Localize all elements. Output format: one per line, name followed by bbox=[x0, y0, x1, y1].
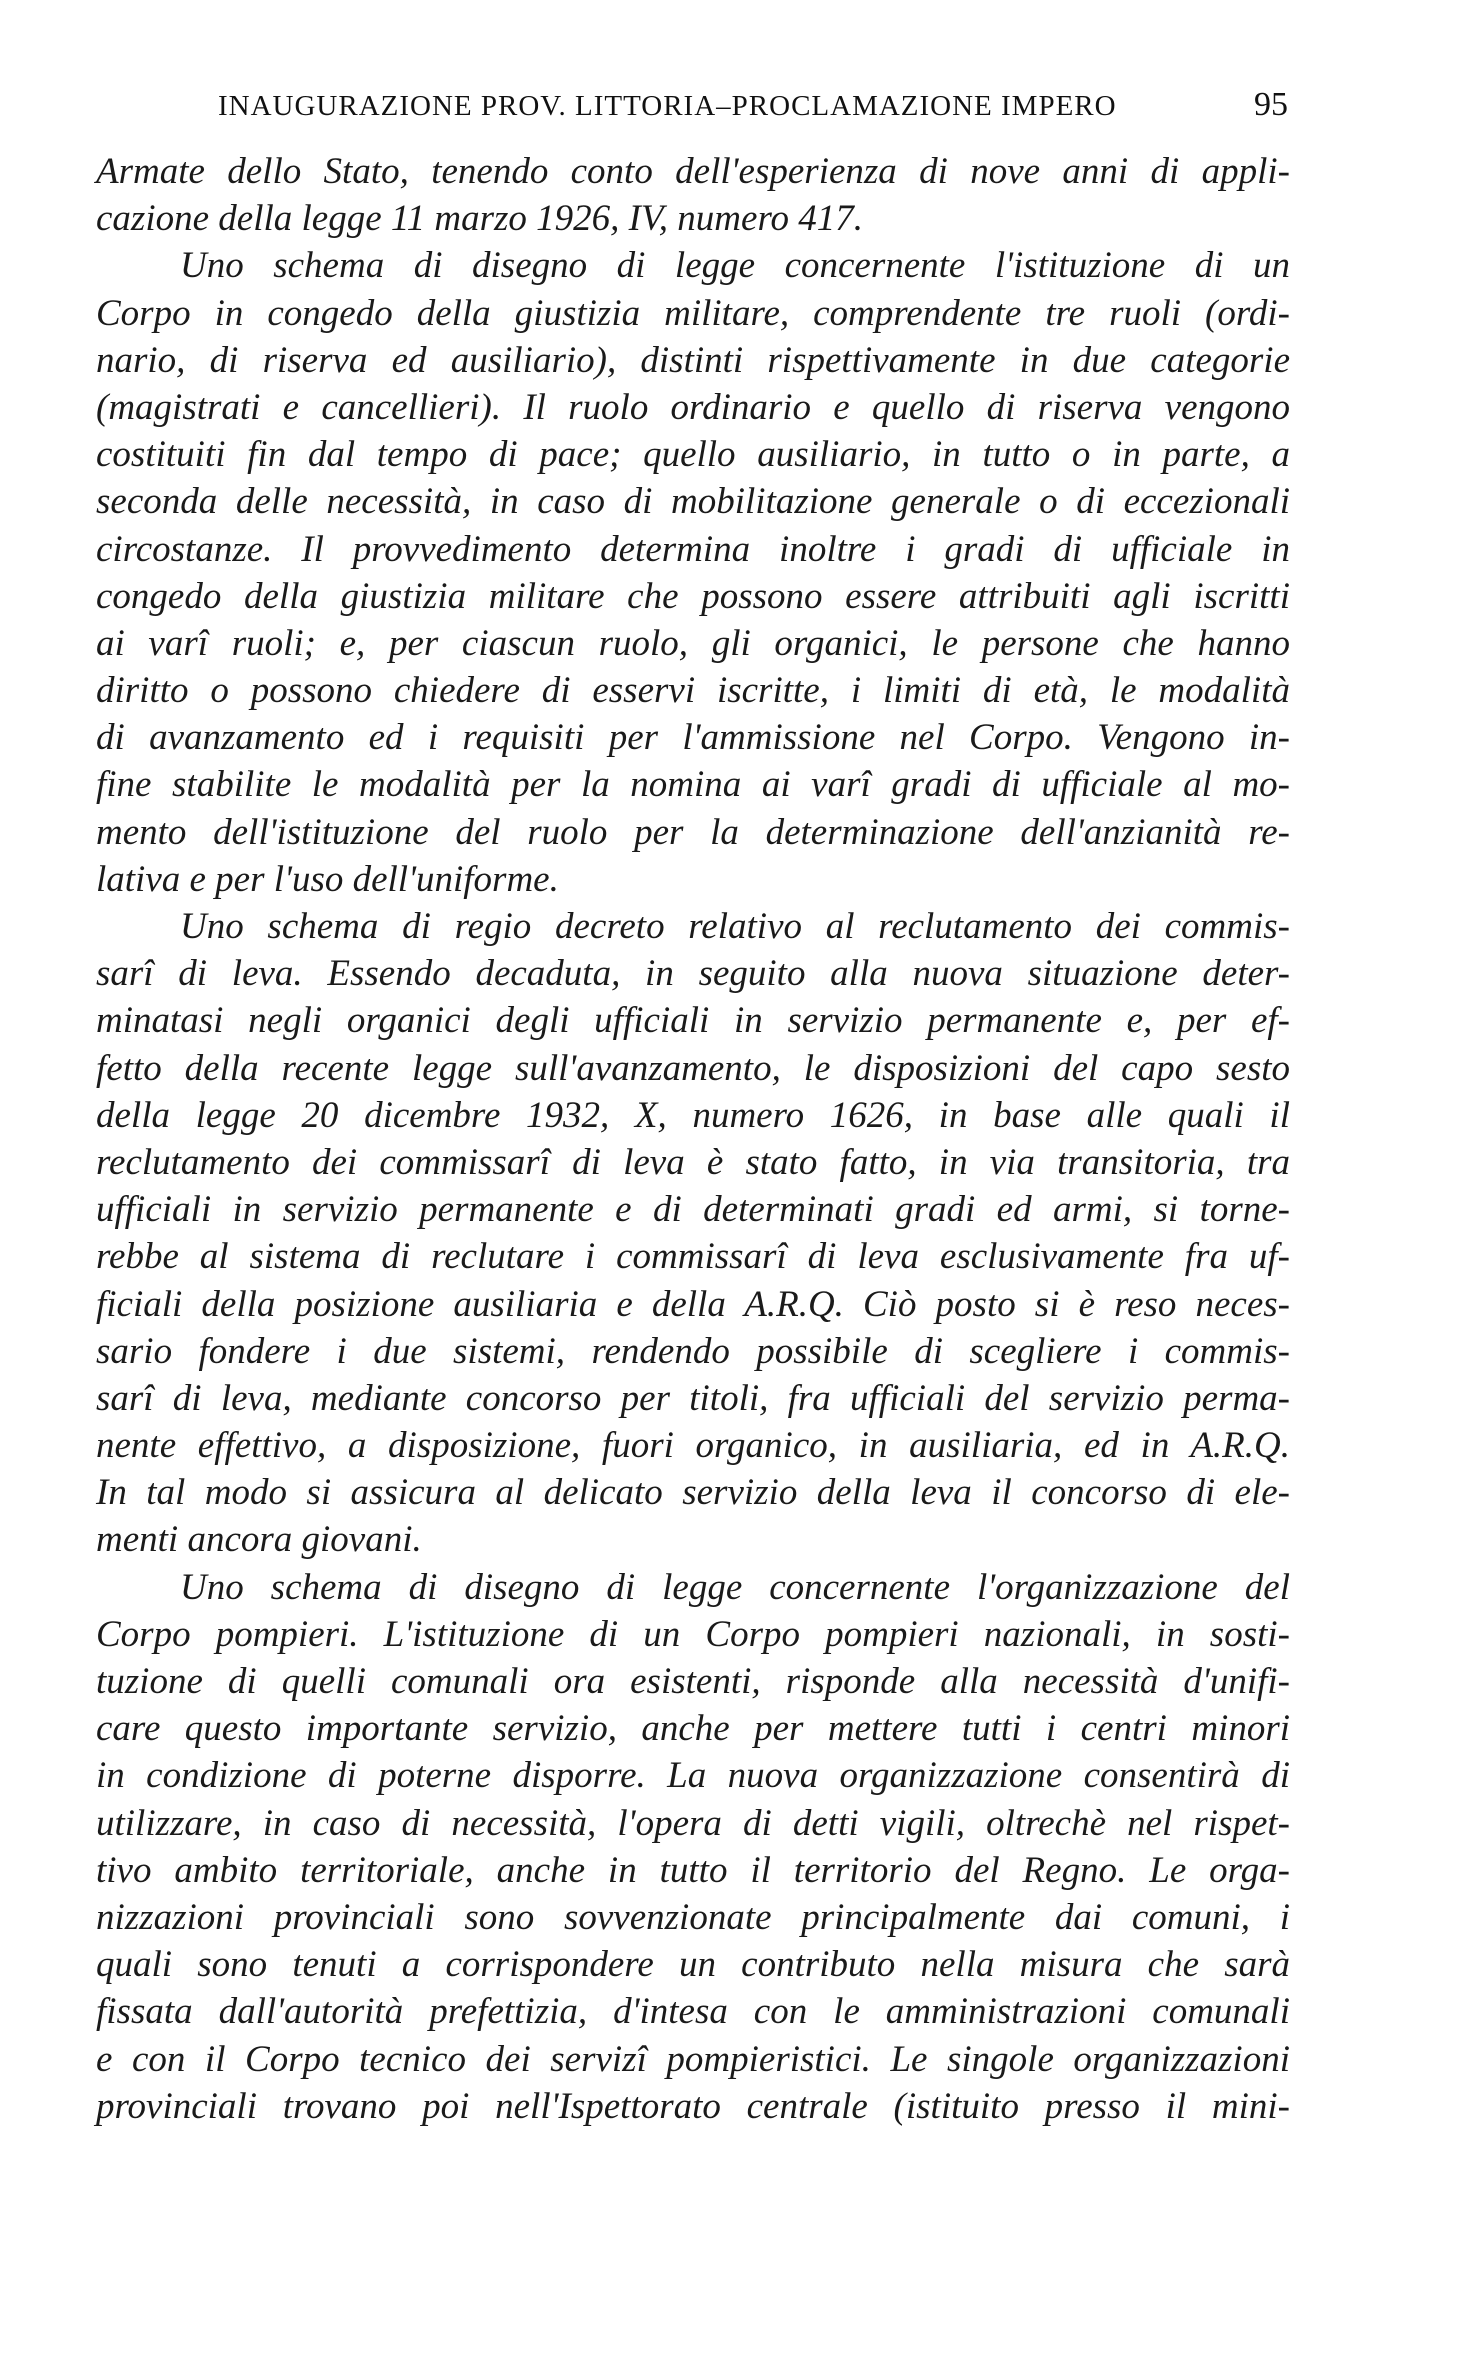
text-line: menti ancora giovani. bbox=[96, 1519, 422, 1561]
text-line: reclutamento dei commissarî di leva è stato fatto, in via transitoria, tra bbox=[96, 1141, 1290, 1183]
text-line: congedo della giustizia militare che possono essere attribuiti agli iscritti bbox=[96, 575, 1290, 617]
text-line: care questo importante servizio, anche per mettere tutti i centri minori bbox=[96, 1708, 1290, 1750]
text-line: In tal modo si assicura al delicato servizio della leva il concorso di ele- bbox=[96, 1472, 1290, 1514]
text-line: Corpo in congedo della giustizia militare, comprendente tre ruoli (ordi- bbox=[96, 292, 1290, 334]
text-line: in condizione di poterne disporre. La nuova organizzazione consentirà di bbox=[96, 1755, 1290, 1797]
running-title: INAUGURAZIONE PROV. LITTORIA–PROCLAMAZIONE IMPERO bbox=[218, 90, 1117, 122]
text-line: lativa e per l'uso dell'uniforme. bbox=[96, 858, 559, 900]
text-line: della legge 20 dicembre 1932, X, numero 1626, in base alle quali il bbox=[96, 1094, 1290, 1136]
text-line: di avanzamento ed i requisiti per l'ammissione nel Corpo. Vengono in- bbox=[96, 717, 1290, 759]
text-line: seconda delle necessità, in caso di mobilitazione generale o di eccezionali bbox=[96, 481, 1290, 523]
body-text bbox=[96, 148, 1290, 2130]
text-line: tuzione di quelli comunali ora esistenti, risponde alla necessità d'unifi- bbox=[96, 1661, 1290, 1702]
paragraph-start-line: Uno schema di disegno di legge concernente l'organizzazione del bbox=[180, 1566, 1290, 1608]
text-line: cazione della legge 11 marzo 1926, IV, numero 417. bbox=[96, 198, 863, 240]
text-line: Armate dello Stato, tenendo conto dell'esperienza di nove anni di appli- bbox=[96, 151, 1290, 192]
text-line: fissata dall'autorità prefettizia, d'intesa con le amministrazioni comunali bbox=[96, 1991, 1290, 2033]
text-line: ficiali della posizione ausiliaria e della A.R.Q. Ciò posto si è reso neces- bbox=[96, 1283, 1290, 1325]
text-line: nario, di riserva ed ausiliario), distinti rispettivamente in due categorie bbox=[96, 339, 1290, 381]
text-line: rebbe al sistema di reclutare i commissarî di leva esclusivamente fra uf- bbox=[96, 1236, 1290, 1278]
text-line: fetto della recente legge sull'avanzamento, le disposizioni del capo sesto bbox=[96, 1047, 1290, 1089]
text-line: nizzazioni provinciali sono sovvenzionate principalmente dai comuni, i bbox=[96, 1896, 1290, 1938]
text-line: sarî di leva, mediante concorso per titoli, fra ufficiali del servizio perma- bbox=[96, 1377, 1290, 1419]
text-line: tivo ambito territoriale, anche in tutto il territorio del Regno. Le orga- bbox=[96, 1849, 1290, 1891]
text-line: diritto o possono chiedere di esservi iscritte, i limiti di età, le modalità bbox=[96, 670, 1290, 712]
text-line: provinciali trovano poi nell'Ispettorato centrale (istituito presso il mini- bbox=[96, 2085, 1290, 2127]
paragraph-start-line: Uno schema di regio decreto relativo al reclutamento dei commis- bbox=[180, 906, 1290, 947]
text-line: ai varî ruoli; e, per ciascun ruolo, gli organici, le persone che hanno bbox=[96, 622, 1290, 664]
text-line: costituiti fin dal tempo di pace; quello ausiliario, in tutto o in parte, a bbox=[96, 434, 1290, 476]
text-line: sarî di leva. Essendo decaduta, in seguito alla nuova situazione deter- bbox=[96, 953, 1290, 995]
text-line: ufficiali in servizio permanente e di determinati gradi ed armi, si torne- bbox=[96, 1189, 1290, 1231]
text-line: mento dell'istituzione del ruolo per la determinazione dell'anzianità re- bbox=[96, 811, 1290, 853]
text-line: utilizzare, in caso di necessità, l'opera di detti vigili, oltrechè nel rispet- bbox=[96, 1802, 1290, 1844]
text-line: nente effettivo, a disposizione, fuori organico, in ausiliaria, ed in A.R.Q. bbox=[96, 1425, 1290, 1467]
paragraph-start-line: Uno schema di disegno di legge concernente l'istituzione di un bbox=[180, 245, 1290, 287]
page-number: 95 bbox=[1254, 86, 1288, 123]
text-line: circostanze. Il provvedimento determina inoltre i gradi di ufficiale in bbox=[96, 528, 1290, 570]
running-head bbox=[218, 86, 1288, 136]
text-line: minatasi negli organici degli ufficiali in servizio permanente e, per ef- bbox=[96, 1000, 1290, 1042]
text-line: (magistrati e cancellieri). Il ruolo ordinario e quello di riserva vengono bbox=[96, 386, 1290, 428]
text-line: e con il Corpo tecnico dei servizî pompieristici. Le singole organizzazioni bbox=[96, 2038, 1290, 2080]
text-line: fine stabilite le modalità per la nomina ai varî gradi di ufficiale al mo- bbox=[96, 764, 1290, 806]
text-line: quali sono tenuti a corrispondere un contributo nella misura che sarà bbox=[96, 1944, 1290, 1986]
text-line: Corpo pompieri. L'istituzione di un Corpo pompieri nazionali, in sosti- bbox=[96, 1613, 1290, 1655]
text-line: sario fondere i due sistemi, rendendo possibile di scegliere i commis- bbox=[96, 1330, 1290, 1372]
